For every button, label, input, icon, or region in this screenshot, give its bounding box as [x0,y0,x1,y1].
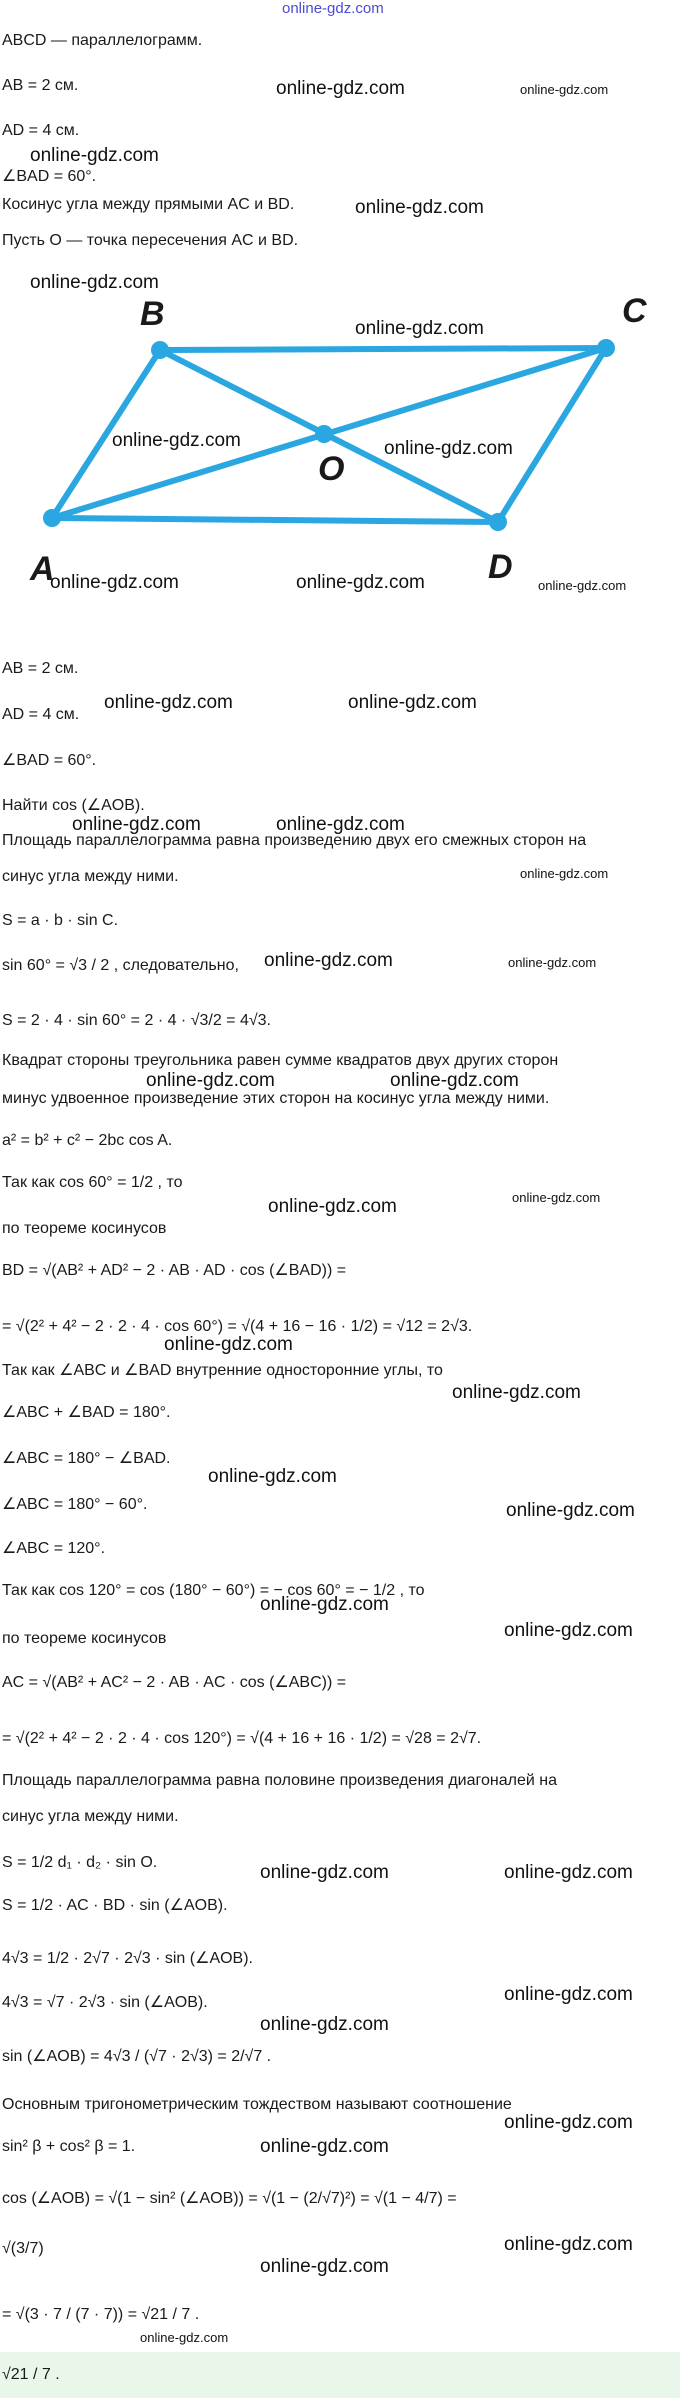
sol-19: ∠ABC = 180° − ∠BAD. [2,1450,171,1467]
sol-30: 4√3 = 1/2 · 2√7 · 2√3 · sin (∠AOB). [2,1950,253,1967]
watermark: online-gdz.com [390,1070,519,1091]
sol-15: BD = √(AB² + AD² − 2 · AB · AD · cos (∠BAD)) = [2,1262,347,1279]
watermark: online-gdz.com [506,1500,635,1521]
sol-21: ∠ABC = 120°. [2,1540,106,1557]
watermark: online-gdz.com [520,82,609,97]
watermark: online-gdz.com [260,2256,389,2277]
sol-28: S = 1/2 d₁ · d₂ · sin O. [2,1854,158,1871]
parallelogram-diagram [0,280,680,600]
watermark: online-gdz.com [208,1466,337,1487]
header-watermark: online-gdz.com [282,0,384,17]
sol-23: по теореме косинусов [2,1630,167,1647]
watermark: online-gdz.com [504,1862,633,1883]
watermark: online-gdz.com [538,578,627,593]
sol-2: AD = 4 см. [2,706,80,723]
answer-value: √21 / 7 . [2,2366,60,2383]
watermark: online-gdz.com [276,814,405,835]
watermark: online-gdz.com [512,1190,601,1205]
sol-9: S = 2 · 4 · sin 60° = 2 · 4 · √3/2 = 4√3. [2,1012,271,1029]
point-b [151,341,169,359]
sol-18: ∠ABC + ∠BAD = 180°. [2,1404,171,1421]
watermark: online-gdz.com [140,2330,229,2345]
given-line-1: ABCD — параллелограмм. [2,32,203,49]
sol-16: = √(2² + 4² − 2 · 2 · 4 · cos 60°) = √(4 + 16 − 16 · 1/2) = √12 = 2√3. [2,1318,473,1335]
watermark: online-gdz.com [504,1984,633,2005]
point-o [315,425,333,443]
label-a: A [30,550,55,588]
sol-12: a² = b² + c² − 2bc cos A. [2,1132,173,1149]
watermark: online-gdz.com [296,572,425,593]
sol-22: Так как cos 120° = cos (180° − 60°) = − cos 60° = − 1/2 , то [2,1582,425,1599]
sol-29: S = 1/2 · AC · BD · sin (∠AOB). [2,1897,228,1914]
sol-3: ∠BAD = 60°. [2,752,97,769]
sol-13: Так как cos 60° = 1/2 , то [2,1174,183,1191]
sol-33: Основным тригонометрическим тождеством называют соотношение [2,2096,512,2113]
watermark: online-gdz.com [504,2112,633,2133]
watermark: online-gdz.com [260,2014,389,2035]
watermark: online-gdz.com [348,692,477,713]
label-c: C [622,292,647,330]
sol-4: Найти cos (∠AOB). [2,797,145,814]
watermark: online-gdz.com [30,145,159,166]
point-c [597,339,615,357]
watermark: online-gdz.com [112,430,241,451]
side-da [52,518,498,522]
label-d: D [488,548,513,586]
given-line-6: Пусть O — точка пересечения AC и BD. [2,232,299,249]
sol-36: √(3/7) [2,2240,44,2257]
watermark: online-gdz.com [384,438,513,459]
watermark: online-gdz.com [72,814,201,835]
watermark: online-gdz.com [50,572,179,593]
watermark: online-gdz.com [260,1862,389,1883]
sol-8: sin 60° = √3 / 2 , следовательно, [2,957,239,974]
answer-bar [0,2352,680,2398]
watermark: online-gdz.com [268,1196,397,1217]
given-line-4: ∠BAD = 60°. [2,168,97,185]
sol-37: = √(3 · 7 / (7 · 7)) = √21 / 7 . [2,2306,200,2323]
sol-32: sin (∠AOB) = 4√3 / (√7 · 2√3) = 2/√7 . [2,2048,272,2065]
given-line-3: AD = 4 см. [2,122,80,139]
watermark: online-gdz.com [276,78,405,99]
sol-14: по теореме косинусов [2,1220,167,1237]
sol-11: минус удвоенное произведение этих сторон на косинус угла между ними. [2,1090,550,1107]
given-line-2: AB = 2 см. [2,77,79,94]
watermark: online-gdz.com [146,1070,275,1091]
watermark: online-gdz.com [355,318,484,339]
sol-31: 4√3 = √7 · 2√3 · sin (∠AOB). [2,1994,208,2011]
sol-35: cos (∠AOB) = √(1 − sin² (∠AOB)) = √(1 − (2/√7)²) = √(1 − 4/7) = [2,2190,457,2207]
watermark: online-gdz.com [264,950,393,971]
sol-25: = √(2² + 4² − 2 · 2 · 4 · cos 120°) = √(4 + 16 + 16 · 1/2) = √28 = 2√7. [2,1730,482,1747]
sol-34: sin² β + cos² β = 1. [2,2138,136,2155]
watermark: online-gdz.com [508,955,597,970]
side-bc [160,348,606,350]
point-a [43,509,61,527]
watermark: online-gdz.com [355,197,484,218]
sol-6: синус угла между ними. [2,868,179,885]
sol-1: AB = 2 см. [2,660,79,677]
sol-26: Площадь параллелограмма равна половине произведения диагоналей на [2,1772,557,1789]
watermark: online-gdz.com [504,2234,633,2255]
watermark: online-gdz.com [260,2136,389,2157]
watermark: online-gdz.com [30,272,159,293]
point-d [489,513,507,531]
watermark: online-gdz.com [104,692,233,713]
watermark: online-gdz.com [452,1382,581,1403]
watermark: online-gdz.com [504,1620,633,1641]
watermark: online-gdz.com [520,866,609,881]
watermark: online-gdz.com [164,1334,293,1355]
sol-20: ∠ABC = 180° − 60°. [2,1496,148,1513]
sol-24: AC = √(AB² + AC² − 2 · AB · AC · cos (∠ABC)) = [2,1674,347,1691]
given-line-5: Косинус угла между прямыми AC и BD. [2,196,295,213]
sol-5: Площадь параллелограмма равна произведению двух его смежных сторон на [2,832,587,849]
label-b: B [140,295,165,333]
sol-27: синус угла между ними. [2,1808,179,1825]
sol-7: S = a · b · sin C. [2,912,119,929]
sol-10: Квадрат стороны треугольника равен сумме квадратов двух других сторон [2,1052,559,1069]
watermark: online-gdz.com [260,1594,389,1615]
label-o: O [318,450,345,488]
sol-17: Так как ∠ABC и ∠BAD внутренние односторонние углы, то [2,1362,443,1379]
